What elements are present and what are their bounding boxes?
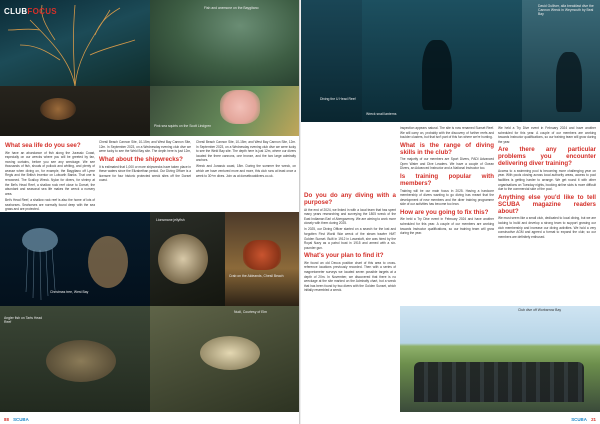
heading-particular: Are there any particular problems you encounter delivering diver training? [498,146,596,168]
heading-scuba: Anything else you'd like to tell SCUBA magazine readers about? [498,193,596,215]
caption-lionsmane: Lionsmane jellyfish [156,218,185,222]
nudi-shape [200,336,260,370]
para-sea-life: We have an abundance of fish along the Jurassic Coast, especially on our wrecks where you will be greeted by fan, moving curtains, before you see any wreckage. We see thousands of fish, shoals of pollock and whiting, and plenty of wrasse when diving on, for example, the Baygitano off Lyme Regis and the British Inventor on Lulworth Banks. That one is renowned. The Scallop Wreck. Nylon for divers, for shrimp at the Bet's Head Reef, a shallow rock reef close to Dorset, the abundant and seasonal sea life makes the wreck a nursery area. [5,150,95,196]
right-page [300,0,600,424]
caption-angler: Angler fish on Tarts Head Reef [4,316,43,325]
spine-divider [299,0,301,424]
photo-jellyfish [0,212,150,306]
photo-diving-pair [300,0,362,122]
caption-david-gulliver: David Gulliver, alla breakfast dive the Cannon Wreck in Weymouth by Beal Bay [538,4,594,17]
caption-pink-sea-squirts: Pink sea squirts on the Scott Lindgren [154,124,212,128]
right-page-number: 21 [591,417,596,422]
heading-skills: What is the range of diving skills in the club? [400,141,494,156]
caption-christmas-tree: Christmas tree, West Bay [50,290,89,294]
para-any-diving-2: In 2025, our Diving Officer started on a search for the lost and forgotten First World War wreck of the steam trawler HMT Golden Sunset. Built in 1912 in Lowestoft, she was hired by the Royal Navy as a patrol boat in 1915 and armed with a six-pounder gun. [304,227,396,250]
photo-fish-anemone [150,0,300,86]
crab-blob [243,240,281,270]
para-training: Training will be our main focus in 2025. Having a hardcore membership of divers wanting to go diving has meant that the development of new members and the diver training programme side of our activities has become too lean. [400,188,494,207]
left-col-2 [99,140,191,184]
caption-fish-anemone: Fish and anemone on the Baygitano [204,6,259,10]
photo-fan-coral [0,0,150,86]
left-col-1 [5,140,95,213]
para-cannon-sites: Chesil Beach Cannon Site, 10-15m; and West Bay Cannon Site, 12m. In September 2023, on a Wednesday evening club dive we were lucky to see the Weld Bay site. The depth here is just 12m, where our divers located the three cannons, one bronze, and the two large admiralty anchors. [196,140,296,163]
photo-crab [225,212,300,306]
heading-sea-life: What sea life do you see? [5,142,81,149]
right-col-1 [304,190,396,295]
left-folio [4,417,29,422]
photo-nudi [150,306,300,412]
para-sea-life-cont: Chesil Beach Cannon Site, 10-15m; and West Bay Cannon Site, 12m. In September 2023, on a Wednesday evening club dive we were lucky to see the Weld Bay site. The depth here is just 12m, [99,140,191,154]
club-label: CLUB [4,7,28,16]
caption-club-dive: Club dive off Worbarrow Bay [518,308,562,312]
sea-squirt-blob [220,90,260,124]
heading-any-diving: Do you do any diving with a purpose? [304,192,396,206]
para-any-diving: At the end of 2024, we linked in with a local team that has spent many years researching and surveying the 1805 wreck of the East Indiaman Earl of Abergavenny. We are aiming to work more closely with them during 2025. [304,207,396,226]
diver-silhouette-2 [556,52,582,112]
para-scuba: We must seem like a small club, dedicated to local diving, but we are looking to build and develop a strong team to support growing our club membership and increase our diving activities. We hold a very constructive AGM and agreed a format to expand the club; so our members are definitely enthused. [498,216,596,239]
angler-fish-shape [46,340,116,382]
para-jurassic: Wreck and Jurassic coast, 18m. During the summer the wreck, on which we have ventured more and more, this club runs at least once a week to 30+m dives. Join us at dorsetboatdivers.co.uk. [196,164,296,178]
left-col-3 [196,140,296,180]
right-folio [571,417,596,422]
heading-training: Is training popular with members? [400,173,494,188]
divers-group [414,362,584,402]
photo-pink-sea-squirts [150,86,300,136]
para-weekday: We held a Try Dive event in February 2024 and have another scheduled for this year. A couple of our members are working towards Instructor qualifications, so our training team will grow during the year. [498,126,596,144]
cushion-star-shape [40,98,76,120]
photo-angler-fish [0,306,150,412]
para-skills: The majority of our members are Sport Divers, PADI Advanced Open Water and Dive Leaders. We have a couple of Ocean Divers, an Advanced Instructor and a National Instructor too. [400,157,494,171]
para-project: We found an old Decca position chart of this area to cross-reference locations previously recorded. Then with a series of magnetometer surveys we located seven possible targets at a depth of 20m. In November, we discovered that there is no wreckage at the site marked on the Admiralty chart, but a wreck that has been found by two divers with the Golden Sunset, which initially resembled a wreck. [304,260,396,293]
lionsmane-blob [158,234,208,284]
para-shipwrecks: It is estimated that 1,000 or more shipwrecks have taken place in these waters since the Elizabethan period. Our Diving Officer is a licensee for four historic protected wreck sites off the Dorset coast. [99,164,191,183]
photo-club-dive [400,306,600,412]
para-particular: Access to a swimming pool is becoming more challenging year on year. With pools closing across local authority areas, access to pool facilities is getting harder to arrange. We get round it with other organisations on Tuesday nights, booking airline slots is more difficult due to the commercial side of the pool. [498,168,596,192]
focus-label: FOCUS [27,7,57,16]
para-growing: We held a Try Dive event in February 2024 and have another scheduled for this year. A couple of our members are working towards Instructor qualifications, so our training team will grow during the year. [400,217,494,236]
caption-crab: Crab on the Aldeands, Chesil Beach [229,274,284,278]
left-brand: SCUBA [13,417,29,422]
heading-project: What's your plan to find it? [304,252,384,260]
diver-silhouette [422,40,452,110]
photo-lionsmane [150,212,225,306]
caption-diving-pair: Diving the U Head Reef [320,97,356,101]
para-inspection: inspection appears natural. The site is now renamed Sunset Reef. We will carry on, probably with the discovery of further reefs and boulder clusters, but that isn't part of this fun where we're hunting. [400,126,494,140]
caption-nudi: Nudi, Courtesy of Elm [234,310,267,314]
right-col-3 [498,126,596,241]
photo-cushion [0,86,150,136]
heading-growing: How are you going to fix this? [400,208,489,216]
left-page-number: 88 [4,417,9,422]
para-sea-life-2: Bet's Head Reef, a shallow rock reef is also the home of lots of seahorses. Seahorses are normally found deep with the sea grass and are protected. [5,197,95,212]
caption-wreck-lanterns: Wreck snail lanterns [366,112,397,116]
right-brand: SCUBA [571,417,587,422]
photo-david-gulliver [522,0,600,122]
heading-shipwrecks: What about the shipwrecks? [99,156,183,163]
photo-wreck-diver [362,0,522,122]
right-col-2 [400,126,494,237]
club-focus-logo [4,7,57,16]
